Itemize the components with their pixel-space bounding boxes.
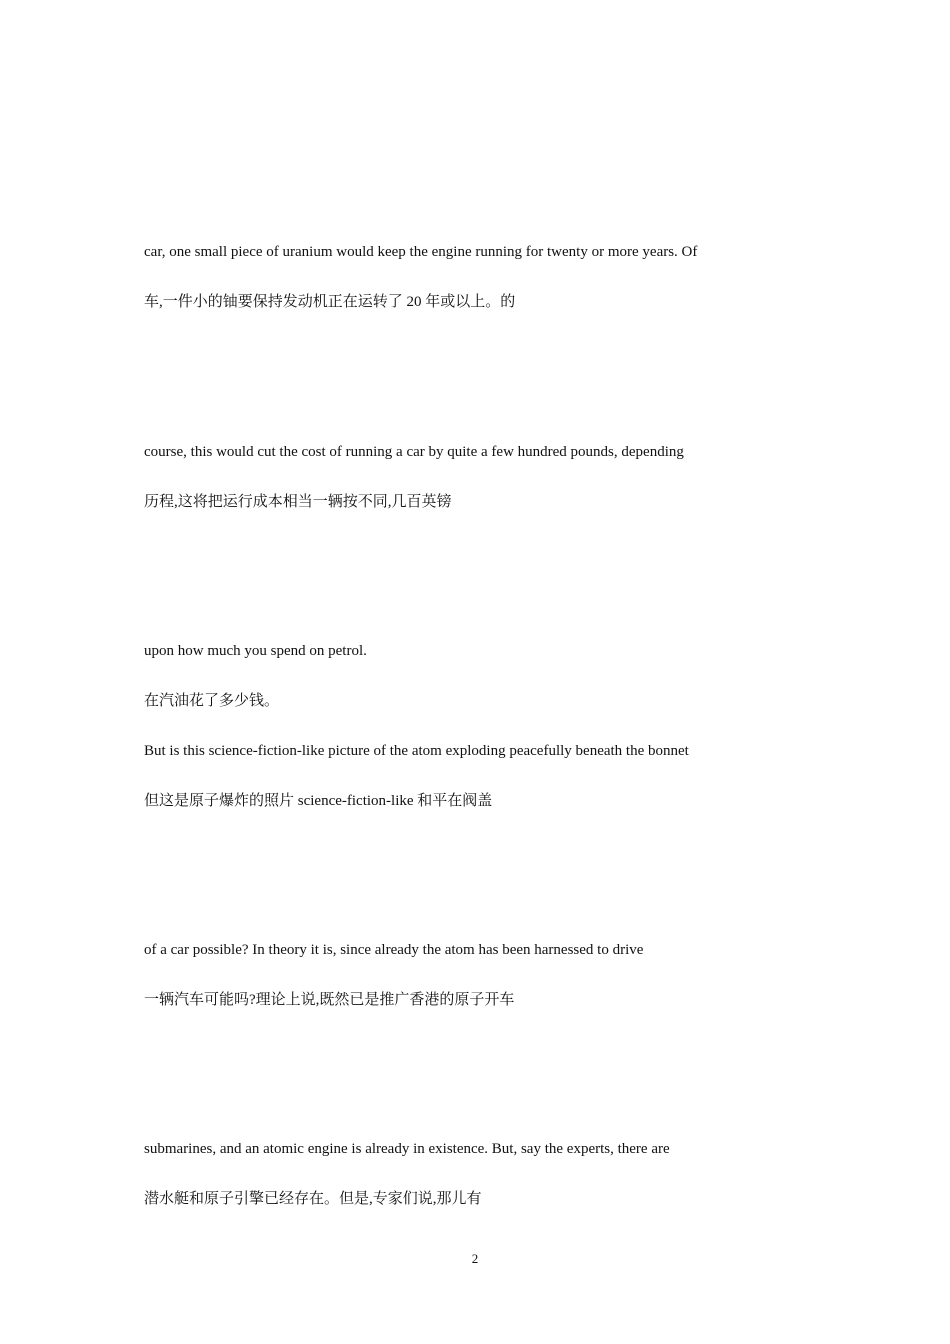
page-number: 2	[471, 1251, 479, 1266]
chinese-line: 一辆汽车可能吗?理论上说,既然已是推广香港的原子开车	[144, 992, 515, 1008]
english-line: submarines, and an atomic engine is already in existence. But, say the experts, there are	[144, 1141, 670, 1157]
chinese-line: 但这是原子爆炸的照片 science-fiction-like 和平在阀盖	[144, 793, 493, 809]
chinese-line: 潜水艇和原子引擎已经存在。但是,专家们说,那儿有	[144, 1191, 482, 1207]
english-line: upon how much you spend on petrol.	[144, 643, 367, 659]
chinese-line: 在汽油花了多少钱。	[144, 693, 280, 709]
english-line: car, one small piece of uranium would keep the engine running for twenty or more years. Of	[144, 244, 698, 260]
chinese-line: 历程,这将把运行成本相当一辆按不同,几百英镑	[144, 494, 452, 510]
english-line: course, this would cut the cost of running a car by quite a few hundred pounds, depending	[144, 444, 684, 460]
chinese-line: 车,一件小的铀要保持发动机正在运转了 20 年或以上。的	[144, 294, 516, 310]
english-line: But is this science-fiction-like picture of the atom exploding peacefully beneath the bonnet	[144, 743, 689, 759]
english-line: of a car possible? In theory it is, since already the atom has been harnessed to drive	[144, 942, 644, 958]
